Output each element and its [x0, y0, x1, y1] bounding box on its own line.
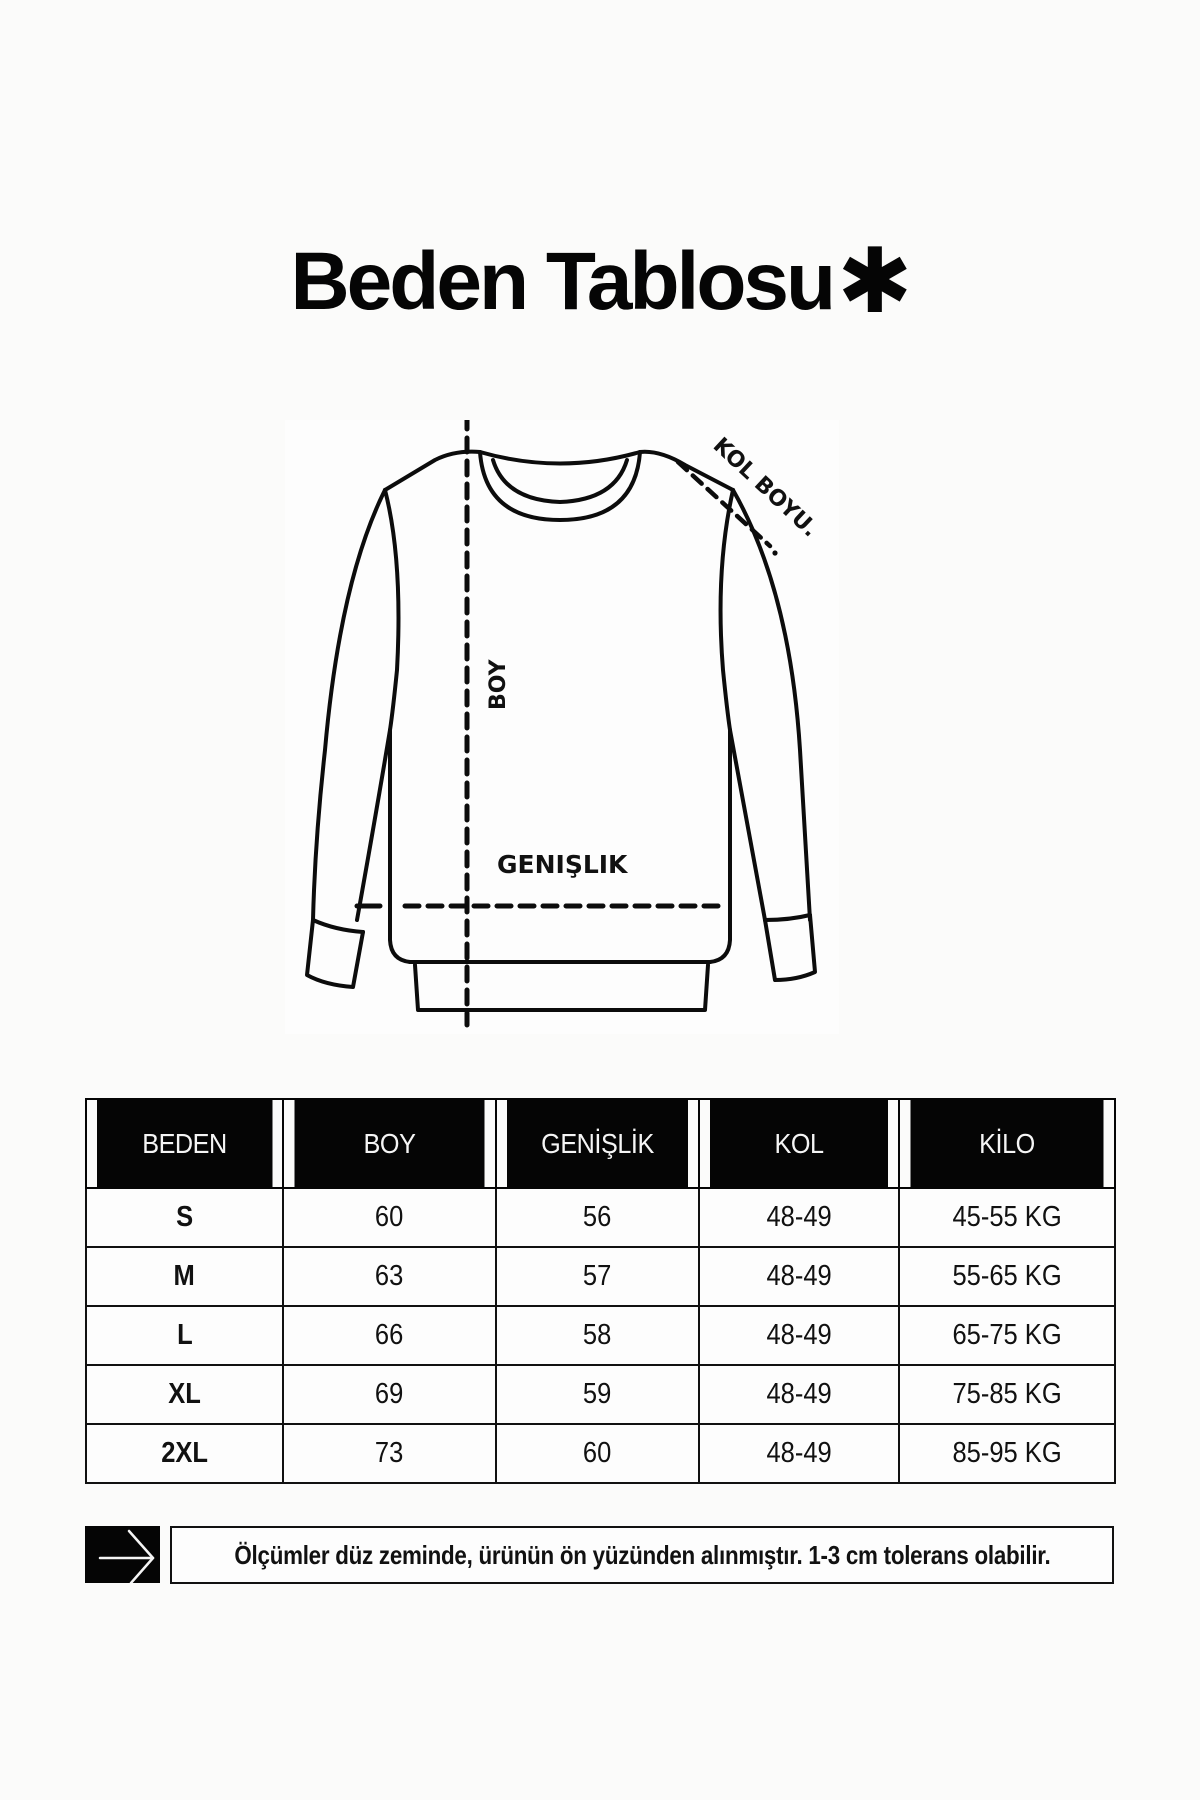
sleeve-cell: [699, 1247, 899, 1306]
length-value: 60: [375, 1201, 404, 1233]
sleeve-value: 48-49: [766, 1437, 832, 1469]
length-value: 66: [375, 1319, 404, 1351]
width-label: GENIŞLIK: [497, 850, 628, 879]
note-box: [170, 1526, 1114, 1584]
table-row: [86, 1247, 1115, 1306]
size-cell: [86, 1306, 283, 1365]
width-cell: [496, 1188, 699, 1247]
sleeve-cell: [699, 1424, 899, 1483]
weight-cell: [899, 1424, 1115, 1483]
weight-cell: [899, 1188, 1115, 1247]
sleeve-cell: [699, 1306, 899, 1365]
size-value: L: [176, 1319, 193, 1351]
width-cell: [496, 1365, 699, 1424]
sleeve-value: 48-49: [766, 1201, 832, 1233]
height-label: BOY: [486, 659, 511, 710]
weight-value: 45-55 KG: [952, 1201, 1062, 1233]
width-value: 56: [583, 1201, 612, 1233]
sleeve-cell: [699, 1188, 899, 1247]
weight-value: 65-75 KG: [952, 1319, 1062, 1351]
column-header-length: BOY: [294, 1099, 486, 1188]
note-text: Ölçümler düz zeminde, ürünün ön yüzünden alınmıştır. 1-3 cm tolerans olabilir.: [233, 1539, 1051, 1570]
weight-value: 75-85 KG: [952, 1378, 1062, 1410]
width-value: 60: [583, 1437, 612, 1469]
width-value: 58: [583, 1319, 612, 1351]
weight-value: 55-65 KG: [952, 1260, 1062, 1292]
length-value: 73: [375, 1437, 404, 1469]
sleeve-cell: [699, 1365, 899, 1424]
weight-cell: [899, 1247, 1115, 1306]
length-cell: [283, 1306, 496, 1365]
measurement-diagram: [285, 420, 839, 1034]
length-value: 63: [375, 1260, 404, 1292]
width-cell: [496, 1247, 699, 1306]
width-value: 57: [583, 1260, 612, 1292]
weight-cell: [899, 1365, 1115, 1424]
size-value: 2XL: [161, 1437, 208, 1469]
weight-cell: [899, 1306, 1115, 1365]
column-header-weight: KİLO: [910, 1099, 1104, 1188]
table-row: [86, 1306, 1115, 1365]
size-chart-table: [85, 1098, 1116, 1484]
sleeve-value: 48-49: [766, 1260, 832, 1292]
length-cell: [283, 1247, 496, 1306]
sleeve-value: 48-49: [766, 1319, 832, 1351]
length-cell: [283, 1188, 496, 1247]
table-header-row: [86, 1099, 1115, 1188]
column-header-size: BEDEN: [96, 1099, 273, 1188]
sweatshirt-outline-icon: [285, 420, 839, 1034]
size-value: M: [173, 1260, 196, 1292]
table-row: [86, 1365, 1115, 1424]
column-header-width: GENİŞLİK: [506, 1099, 689, 1188]
size-cell: [86, 1365, 283, 1424]
width-cell: [496, 1306, 699, 1365]
size-cell: [86, 1188, 283, 1247]
measurement-note: [85, 1526, 1114, 1584]
size-cell: [86, 1424, 283, 1483]
size-cell: [86, 1247, 283, 1306]
length-value: 69: [375, 1378, 404, 1410]
table-row: [86, 1424, 1115, 1483]
length-cell: [283, 1365, 496, 1424]
column-header-sleeve: KOL: [709, 1099, 889, 1188]
size-value: S: [175, 1201, 194, 1233]
arrow-right-icon: [85, 1526, 160, 1583]
width-cell: [496, 1424, 699, 1483]
weight-value: 85-95 KG: [952, 1437, 1062, 1469]
asterisk-icon: ✱: [837, 232, 910, 332]
size-value: XL: [168, 1378, 201, 1410]
page-title: [0, 232, 1200, 332]
length-cell: [283, 1424, 496, 1483]
width-value: 59: [583, 1378, 612, 1410]
page-title-text: Beden Tablosu: [290, 236, 834, 327]
sleeve-value: 48-49: [766, 1378, 832, 1410]
sleeve-length-label: KOL BOYU.: [707, 433, 823, 543]
table-row: [86, 1188, 1115, 1247]
